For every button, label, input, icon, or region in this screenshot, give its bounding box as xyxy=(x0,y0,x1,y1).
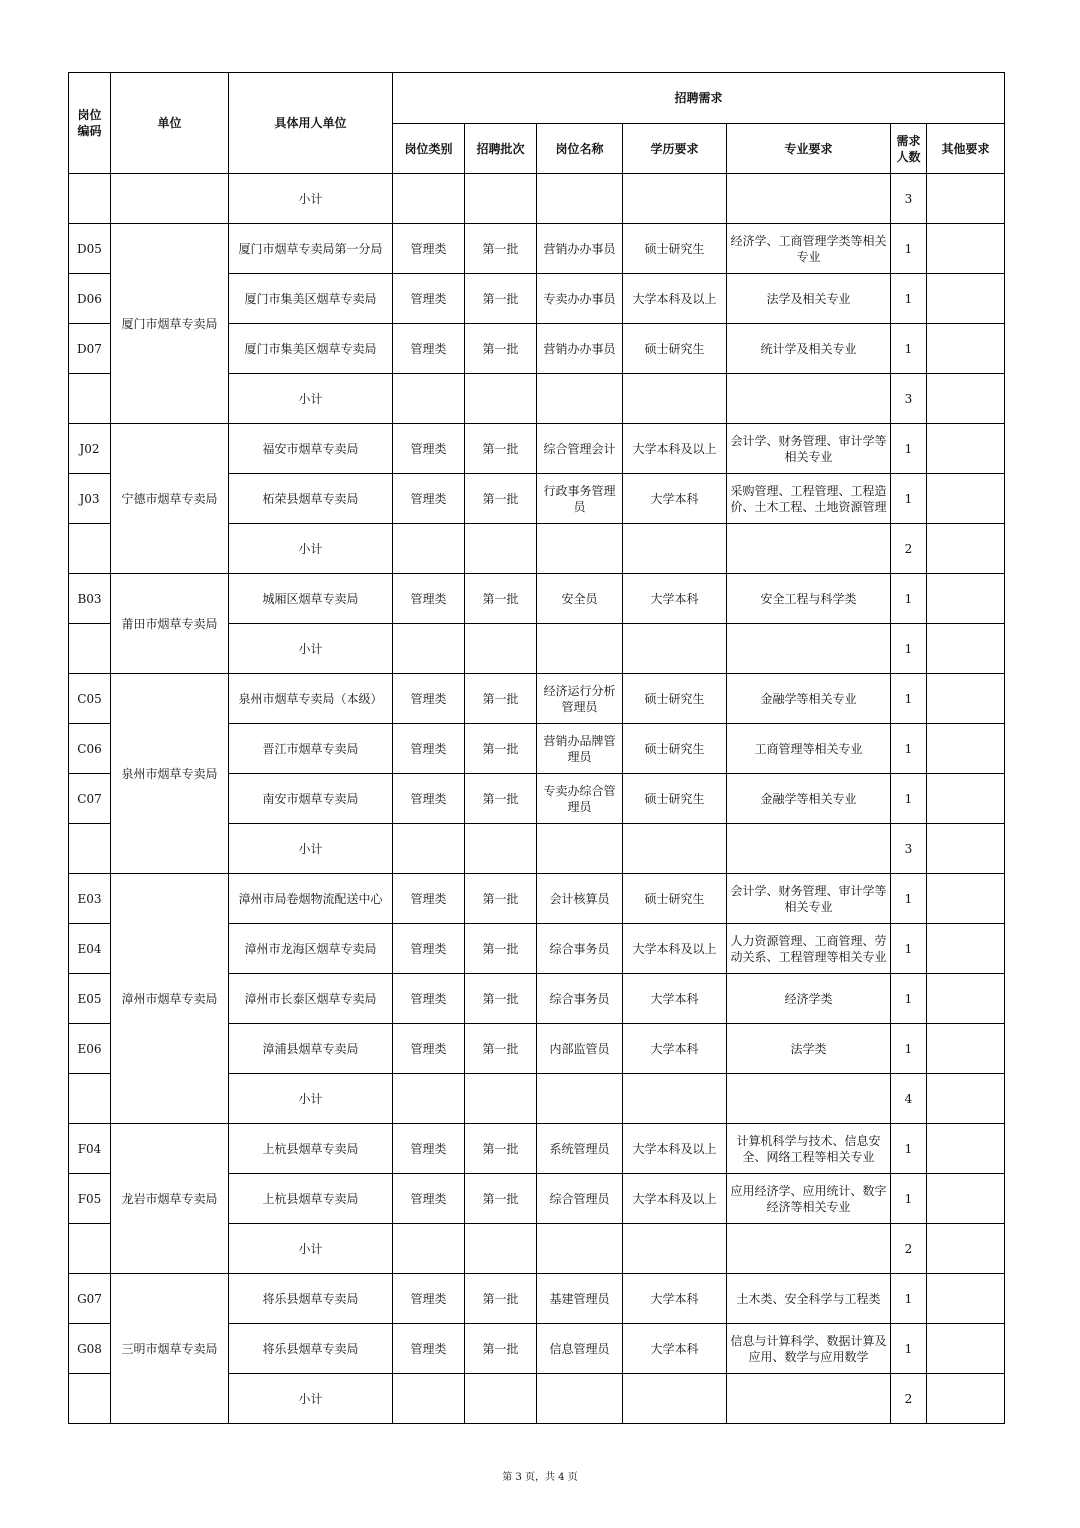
cell-employer: 晋江市烟草专卖局 xyxy=(229,724,393,774)
cell-other xyxy=(927,474,1005,524)
cell-education: 大学本科 xyxy=(623,474,727,524)
cell-code: B03 xyxy=(69,574,111,624)
cell-other xyxy=(927,774,1005,824)
cell-category xyxy=(393,1374,465,1424)
cell-code: G07 xyxy=(69,1274,111,1324)
cell-title xyxy=(537,174,623,224)
cell-other xyxy=(927,724,1005,774)
cell-education xyxy=(623,374,727,424)
cell-count: 1 xyxy=(891,624,927,674)
cell-major xyxy=(727,1074,891,1124)
cell-code xyxy=(69,174,111,224)
cell-code xyxy=(69,524,111,574)
cell-education: 大学本科 xyxy=(623,1324,727,1374)
cell-major xyxy=(727,524,891,574)
header-employer: 具体用人单位 xyxy=(229,73,393,174)
cell-employer: 厦门市集美区烟草专卖局 xyxy=(229,324,393,374)
cell-code: F05 xyxy=(69,1174,111,1224)
cell-title xyxy=(537,374,623,424)
cell-category: 管理类 xyxy=(393,724,465,774)
cell-education: 硕士研究生 xyxy=(623,324,727,374)
cell-count: 1 xyxy=(891,774,927,824)
cell-category xyxy=(393,824,465,874)
cell-category xyxy=(393,174,465,224)
cell-other xyxy=(927,1024,1005,1074)
cell-major: 工商管理等相关专业 xyxy=(727,724,891,774)
cell-code xyxy=(69,624,111,674)
cell-batch: 第一批 xyxy=(465,774,537,824)
cell-category xyxy=(393,524,465,574)
cell-education xyxy=(623,1374,727,1424)
cell-unit: 宁德市烟草专卖局 xyxy=(111,424,229,574)
cell-major xyxy=(727,824,891,874)
cell-count: 1 xyxy=(891,274,927,324)
cell-batch xyxy=(465,374,537,424)
cell-count: 1 xyxy=(891,574,927,624)
cell-category: 管理类 xyxy=(393,424,465,474)
cell-batch: 第一批 xyxy=(465,974,537,1024)
cell-batch: 第一批 xyxy=(465,724,537,774)
cell-employer: 漳州市局卷烟物流配送中心 xyxy=(229,874,393,924)
cell-education: 大学本科及以上 xyxy=(623,1124,727,1174)
cell-other xyxy=(927,424,1005,474)
cell-employer: 小计 xyxy=(229,174,393,224)
cell-employer: 漳州市龙海区烟草专卖局 xyxy=(229,924,393,974)
cell-batch: 第一批 xyxy=(465,324,537,374)
cell-employer: 将乐县烟草专卖局 xyxy=(229,1324,393,1374)
cell-title: 专卖办综合管理员 xyxy=(537,774,623,824)
cell-other xyxy=(927,224,1005,274)
cell-employer: 小计 xyxy=(229,1374,393,1424)
cell-other xyxy=(927,274,1005,324)
cell-batch: 第一批 xyxy=(465,1324,537,1374)
cell-other xyxy=(927,974,1005,1024)
header-batch: 招聘批次 xyxy=(465,124,537,174)
cell-employer: 将乐县烟草专卖局 xyxy=(229,1274,393,1324)
cell-employer: 厦门市集美区烟草专卖局 xyxy=(229,274,393,324)
table-row xyxy=(69,1274,1005,1324)
cell-title: 营销办办事员 xyxy=(537,324,623,374)
cell-code: E04 xyxy=(69,924,111,974)
cell-category: 管理类 xyxy=(393,324,465,374)
cell-category: 管理类 xyxy=(393,874,465,924)
cell-category xyxy=(393,1224,465,1274)
cell-education xyxy=(623,824,727,874)
cell-major: 计算机科学与技术、信息安全、网络工程等相关专业 xyxy=(727,1124,891,1174)
cell-other xyxy=(927,574,1005,624)
table-row xyxy=(69,1124,1005,1174)
cell-category: 管理类 xyxy=(393,1324,465,1374)
cell-count: 1 xyxy=(891,224,927,274)
cell-other xyxy=(927,1274,1005,1324)
cell-major: 会计学、财务管理、审计学等相关专业 xyxy=(727,874,891,924)
cell-code xyxy=(69,1074,111,1124)
cell-batch: 第一批 xyxy=(465,424,537,474)
cell-other xyxy=(927,674,1005,724)
cell-other xyxy=(927,524,1005,574)
table-row xyxy=(69,224,1005,274)
cell-other xyxy=(927,1224,1005,1274)
cell-title: 专卖办办事员 xyxy=(537,274,623,324)
table-row xyxy=(69,674,1005,724)
cell-title: 安全员 xyxy=(537,574,623,624)
cell-major: 统计学及相关专业 xyxy=(727,324,891,374)
header-category: 岗位类别 xyxy=(393,124,465,174)
cell-code: D06 xyxy=(69,274,111,324)
cell-category xyxy=(393,374,465,424)
cell-employer: 上杭县烟草专卖局 xyxy=(229,1174,393,1224)
cell-major: 采购管理、工程管理、工程造价、土木工程、土地资源管理 xyxy=(727,474,891,524)
cell-other xyxy=(927,1174,1005,1224)
cell-employer: 小计 xyxy=(229,824,393,874)
cell-major: 经济学、工商管理学类等相关专业 xyxy=(727,224,891,274)
cell-employer: 小计 xyxy=(229,624,393,674)
cell-count: 1 xyxy=(891,924,927,974)
cell-education: 硕士研究生 xyxy=(623,874,727,924)
recruitment-table xyxy=(68,72,1005,1424)
cell-title xyxy=(537,1074,623,1124)
cell-major xyxy=(727,1224,891,1274)
cell-other xyxy=(927,1074,1005,1124)
cell-employer: 漳州市长泰区烟草专卖局 xyxy=(229,974,393,1024)
cell-code xyxy=(69,1374,111,1424)
cell-category: 管理类 xyxy=(393,474,465,524)
cell-batch xyxy=(465,524,537,574)
cell-employer: 小计 xyxy=(229,524,393,574)
cell-count: 1 xyxy=(891,424,927,474)
cell-count: 3 xyxy=(891,824,927,874)
cell-count: 1 xyxy=(891,324,927,374)
cell-other xyxy=(927,1324,1005,1374)
cell-category: 管理类 xyxy=(393,674,465,724)
cell-employer: 小计 xyxy=(229,1074,393,1124)
cell-batch: 第一批 xyxy=(465,1174,537,1224)
cell-count: 1 xyxy=(891,974,927,1024)
cell-count: 1 xyxy=(891,1124,927,1174)
cell-count: 3 xyxy=(891,374,927,424)
header-code: 岗位编码 xyxy=(69,73,111,174)
cell-education: 硕士研究生 xyxy=(623,674,727,724)
cell-unit xyxy=(111,174,229,224)
cell-title: 会计核算员 xyxy=(537,874,623,924)
cell-category xyxy=(393,1074,465,1124)
cell-code: E06 xyxy=(69,1024,111,1074)
cell-code: J02 xyxy=(69,424,111,474)
cell-unit: 漳州市烟草专卖局 xyxy=(111,874,229,1124)
cell-title: 信息管理员 xyxy=(537,1324,623,1374)
header-title: 岗位名称 xyxy=(537,124,623,174)
cell-education: 大学本科及以上 xyxy=(623,274,727,324)
cell-major xyxy=(727,624,891,674)
cell-major: 法学及相关专业 xyxy=(727,274,891,324)
subtotal-row xyxy=(69,174,1005,224)
cell-employer: 泉州市烟草专卖局（本级） xyxy=(229,674,393,724)
cell-title xyxy=(537,824,623,874)
cell-major xyxy=(727,1374,891,1424)
cell-education: 硕士研究生 xyxy=(623,724,727,774)
cell-code: G08 xyxy=(69,1324,111,1374)
header-other: 其他要求 xyxy=(927,124,1005,174)
cell-other xyxy=(927,874,1005,924)
table-row xyxy=(69,574,1005,624)
cell-employer: 柘荣县烟草专卖局 xyxy=(229,474,393,524)
cell-other xyxy=(927,924,1005,974)
cell-batch: 第一批 xyxy=(465,924,537,974)
cell-major: 安全工程与科学类 xyxy=(727,574,891,624)
cell-code xyxy=(69,1224,111,1274)
cell-unit: 龙岩市烟草专卖局 xyxy=(111,1124,229,1274)
cell-title xyxy=(537,1224,623,1274)
cell-employer: 福安市烟草专卖局 xyxy=(229,424,393,474)
page-footer: 第 3 页，共 4 页 xyxy=(502,1472,578,1483)
cell-title: 综合事务员 xyxy=(537,974,623,1024)
cell-major xyxy=(727,174,891,224)
cell-education: 硕士研究生 xyxy=(623,224,727,274)
cell-category: 管理类 xyxy=(393,1174,465,1224)
cell-title: 综合管理会计 xyxy=(537,424,623,474)
cell-unit: 三明市烟草专卖局 xyxy=(111,1274,229,1424)
cell-education: 大学本科 xyxy=(623,1274,727,1324)
cell-education xyxy=(623,624,727,674)
header-count: 需求人数 xyxy=(891,124,927,174)
cell-category: 管理类 xyxy=(393,1274,465,1324)
cell-education: 大学本科及以上 xyxy=(623,424,727,474)
cell-major: 土木类、安全科学与工程类 xyxy=(727,1274,891,1324)
cell-category: 管理类 xyxy=(393,1024,465,1074)
cell-education: 大学本科及以上 xyxy=(623,1174,727,1224)
cell-batch: 第一批 xyxy=(465,1024,537,1074)
cell-count: 1 xyxy=(891,674,927,724)
cell-other xyxy=(927,1374,1005,1424)
cell-batch: 第一批 xyxy=(465,274,537,324)
cell-title xyxy=(537,624,623,674)
cell-count: 1 xyxy=(891,1174,927,1224)
cell-employer: 小计 xyxy=(229,374,393,424)
cell-code: C07 xyxy=(69,774,111,824)
header-major: 专业要求 xyxy=(727,124,891,174)
cell-major: 金融学等相关专业 xyxy=(727,674,891,724)
cell-unit: 莆田市烟草专卖局 xyxy=(111,574,229,674)
cell-count: 1 xyxy=(891,1274,927,1324)
cell-major: 应用经济学、应用统计、数字经济等相关专业 xyxy=(727,1174,891,1224)
cell-title: 综合事务员 xyxy=(537,924,623,974)
cell-batch xyxy=(465,174,537,224)
cell-code: D05 xyxy=(69,224,111,274)
cell-category: 管理类 xyxy=(393,974,465,1024)
cell-batch: 第一批 xyxy=(465,1124,537,1174)
cell-education: 大学本科及以上 xyxy=(623,924,727,974)
cell-code xyxy=(69,824,111,874)
cell-category: 管理类 xyxy=(393,274,465,324)
cell-education xyxy=(623,174,727,224)
cell-category: 管理类 xyxy=(393,774,465,824)
cell-other xyxy=(927,1124,1005,1174)
cell-major: 法学类 xyxy=(727,1024,891,1074)
cell-count: 3 xyxy=(891,174,927,224)
cell-major: 经济学类 xyxy=(727,974,891,1024)
cell-education: 硕士研究生 xyxy=(623,774,727,824)
cell-other xyxy=(927,624,1005,674)
cell-employer: 漳浦县烟草专卖局 xyxy=(229,1024,393,1074)
table-body xyxy=(69,174,1005,1424)
cell-category: 管理类 xyxy=(393,924,465,974)
cell-major xyxy=(727,374,891,424)
cell-code: J03 xyxy=(69,474,111,524)
cell-count: 1 xyxy=(891,1324,927,1374)
cell-category: 管理类 xyxy=(393,1124,465,1174)
cell-other xyxy=(927,174,1005,224)
cell-batch: 第一批 xyxy=(465,574,537,624)
cell-batch xyxy=(465,1224,537,1274)
cell-code: D07 xyxy=(69,324,111,374)
cell-title: 行政事务管理员 xyxy=(537,474,623,524)
cell-count: 1 xyxy=(891,724,927,774)
cell-major: 金融学等相关专业 xyxy=(727,774,891,824)
cell-code xyxy=(69,374,111,424)
cell-employer: 厦门市烟草专卖局第一分局 xyxy=(229,224,393,274)
cell-employer: 城厢区烟草专卖局 xyxy=(229,574,393,624)
cell-category: 管理类 xyxy=(393,224,465,274)
header-demand: 招聘需求 xyxy=(393,73,1005,124)
cell-count: 1 xyxy=(891,874,927,924)
cell-batch xyxy=(465,1374,537,1424)
cell-count: 2 xyxy=(891,1374,927,1424)
cell-education: 大学本科 xyxy=(623,1024,727,1074)
table-row xyxy=(69,874,1005,924)
cell-other xyxy=(927,824,1005,874)
cell-unit: 泉州市烟草专卖局 xyxy=(111,674,229,874)
cell-education: 大学本科 xyxy=(623,974,727,1024)
cell-other xyxy=(927,324,1005,374)
cell-batch: 第一批 xyxy=(465,474,537,524)
cell-code: C06 xyxy=(69,724,111,774)
cell-employer: 南安市烟草专卖局 xyxy=(229,774,393,824)
cell-code: E03 xyxy=(69,874,111,924)
cell-title xyxy=(537,1374,623,1424)
cell-title: 基建管理员 xyxy=(537,1274,623,1324)
header-unit: 单位 xyxy=(111,73,229,174)
cell-code: E05 xyxy=(69,974,111,1024)
cell-batch: 第一批 xyxy=(465,874,537,924)
cell-count: 4 xyxy=(891,1074,927,1124)
cell-category xyxy=(393,624,465,674)
cell-count: 2 xyxy=(891,1224,927,1274)
cell-major: 信息与计算科学、数据计算及应用、数学与应用数学 xyxy=(727,1324,891,1374)
cell-title: 系统管理员 xyxy=(537,1124,623,1174)
cell-category: 管理类 xyxy=(393,574,465,624)
cell-code: F04 xyxy=(69,1124,111,1174)
cell-title: 综合管理员 xyxy=(537,1174,623,1224)
cell-title: 营销办办事员 xyxy=(537,224,623,274)
cell-major: 会计学、财务管理、审计学等相关专业 xyxy=(727,424,891,474)
cell-education xyxy=(623,524,727,574)
cell-batch: 第一批 xyxy=(465,674,537,724)
cell-education xyxy=(623,1074,727,1124)
cell-batch xyxy=(465,1074,537,1124)
cell-title: 营销办品牌管理员 xyxy=(537,724,623,774)
cell-employer: 小计 xyxy=(229,1224,393,1274)
header-education: 学历要求 xyxy=(623,124,727,174)
cell-education: 大学本科 xyxy=(623,574,727,624)
cell-employer: 上杭县烟草专卖局 xyxy=(229,1124,393,1174)
cell-major: 人力资源管理、工商管理、劳动关系、工程管理等相关专业 xyxy=(727,924,891,974)
cell-batch: 第一批 xyxy=(465,224,537,274)
cell-title: 内部监管员 xyxy=(537,1024,623,1074)
cell-code: C05 xyxy=(69,674,111,724)
cell-count: 2 xyxy=(891,524,927,574)
cell-count: 1 xyxy=(891,474,927,524)
cell-batch: 第一批 xyxy=(465,1274,537,1324)
cell-education xyxy=(623,1224,727,1274)
cell-batch xyxy=(465,824,537,874)
cell-other xyxy=(927,374,1005,424)
cell-count: 1 xyxy=(891,1024,927,1074)
cell-unit: 厦门市烟草专卖局 xyxy=(111,224,229,424)
cell-title: 经济运行分析管理员 xyxy=(537,674,623,724)
cell-batch xyxy=(465,624,537,674)
cell-title xyxy=(537,524,623,574)
table-row xyxy=(69,424,1005,474)
